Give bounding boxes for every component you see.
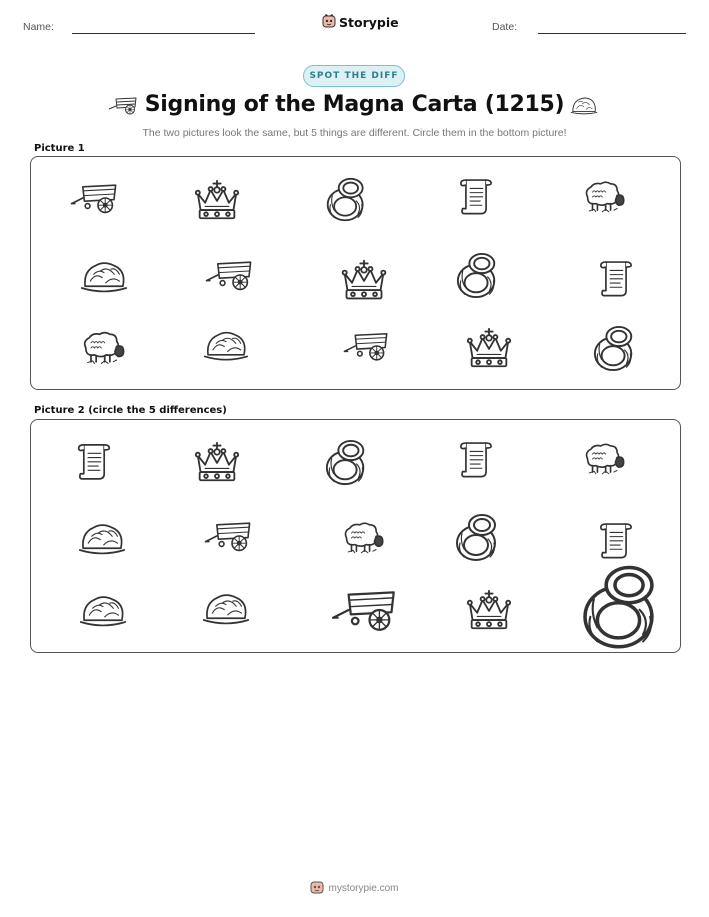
picture1-scroll-icon[interactable]: [599, 257, 633, 299]
picture1-ring-icon[interactable]: [592, 325, 638, 373]
name-line[interactable]: [72, 33, 255, 34]
picture2-scroll-icon[interactable]: [77, 439, 111, 483]
picture1-sheep-icon[interactable]: [79, 329, 127, 367]
brand-name: Storypie: [339, 15, 399, 30]
storypie-logo-icon: [322, 13, 336, 32]
footer-url[interactable]: mystorypie.com: [328, 883, 399, 894]
picture2-crown-icon[interactable]: [466, 589, 512, 631]
picture1-hay-icon[interactable]: [80, 257, 128, 295]
picture1-sheep-icon[interactable]: [581, 178, 627, 216]
picture2-hay-icon[interactable]: [79, 591, 127, 629]
picture1-hay-icon[interactable]: [202, 327, 250, 363]
picture2-cart-icon[interactable]: [331, 585, 397, 635]
picture2-sheep-icon[interactable]: [340, 518, 386, 558]
picture1-ring-icon[interactable]: [324, 177, 370, 223]
storypie-logo-icon: [310, 880, 324, 897]
picture1-label: Picture 1: [34, 143, 85, 154]
instructions: The two pictures look the same, but 5 things are different. Circle them in the bottom picture!: [142, 127, 567, 139]
picture2-scroll-icon[interactable]: [599, 519, 633, 561]
activity-badge: SPOT THE DIFF: [303, 65, 405, 87]
picture1-cart-icon[interactable]: [70, 179, 118, 217]
picture2-hay-icon[interactable]: [202, 589, 250, 627]
picture1-ring-icon[interactable]: [455, 252, 501, 300]
picture2-hay-icon[interactable]: [78, 519, 126, 557]
picture1-cart-icon[interactable]: [205, 257, 253, 293]
picture2-ring-icon[interactable]: [454, 513, 502, 563]
picture2-ring-icon[interactable]: [323, 439, 371, 487]
name-label: Name:: [23, 21, 54, 33]
picture1-crown-icon[interactable]: [466, 327, 512, 369]
picture1-crown-icon[interactable]: [194, 179, 240, 221]
picture1-scroll-icon[interactable]: [459, 175, 493, 217]
picture2-sheep-icon[interactable]: [581, 441, 627, 477]
picture2-scroll-icon[interactable]: [459, 438, 493, 480]
picture2-label: Picture 2 (circle the 5 differences): [34, 405, 227, 416]
picture1-cart-icon[interactable]: [343, 328, 389, 364]
date-label: Date:: [492, 21, 518, 33]
date-line[interactable]: [538, 33, 686, 34]
picture2-cart-icon[interactable]: [204, 518, 252, 554]
footer: [0, 880, 709, 897]
picture2-ring-icon[interactable]: [579, 564, 665, 652]
picture2-crown-icon[interactable]: [194, 441, 240, 483]
page-title: Signing of the Magna Carta (1215): [144, 92, 565, 117]
brand-logo: [322, 13, 399, 32]
picture1-crown-icon[interactable]: [341, 258, 387, 302]
hay-pile-icon: [570, 94, 598, 116]
